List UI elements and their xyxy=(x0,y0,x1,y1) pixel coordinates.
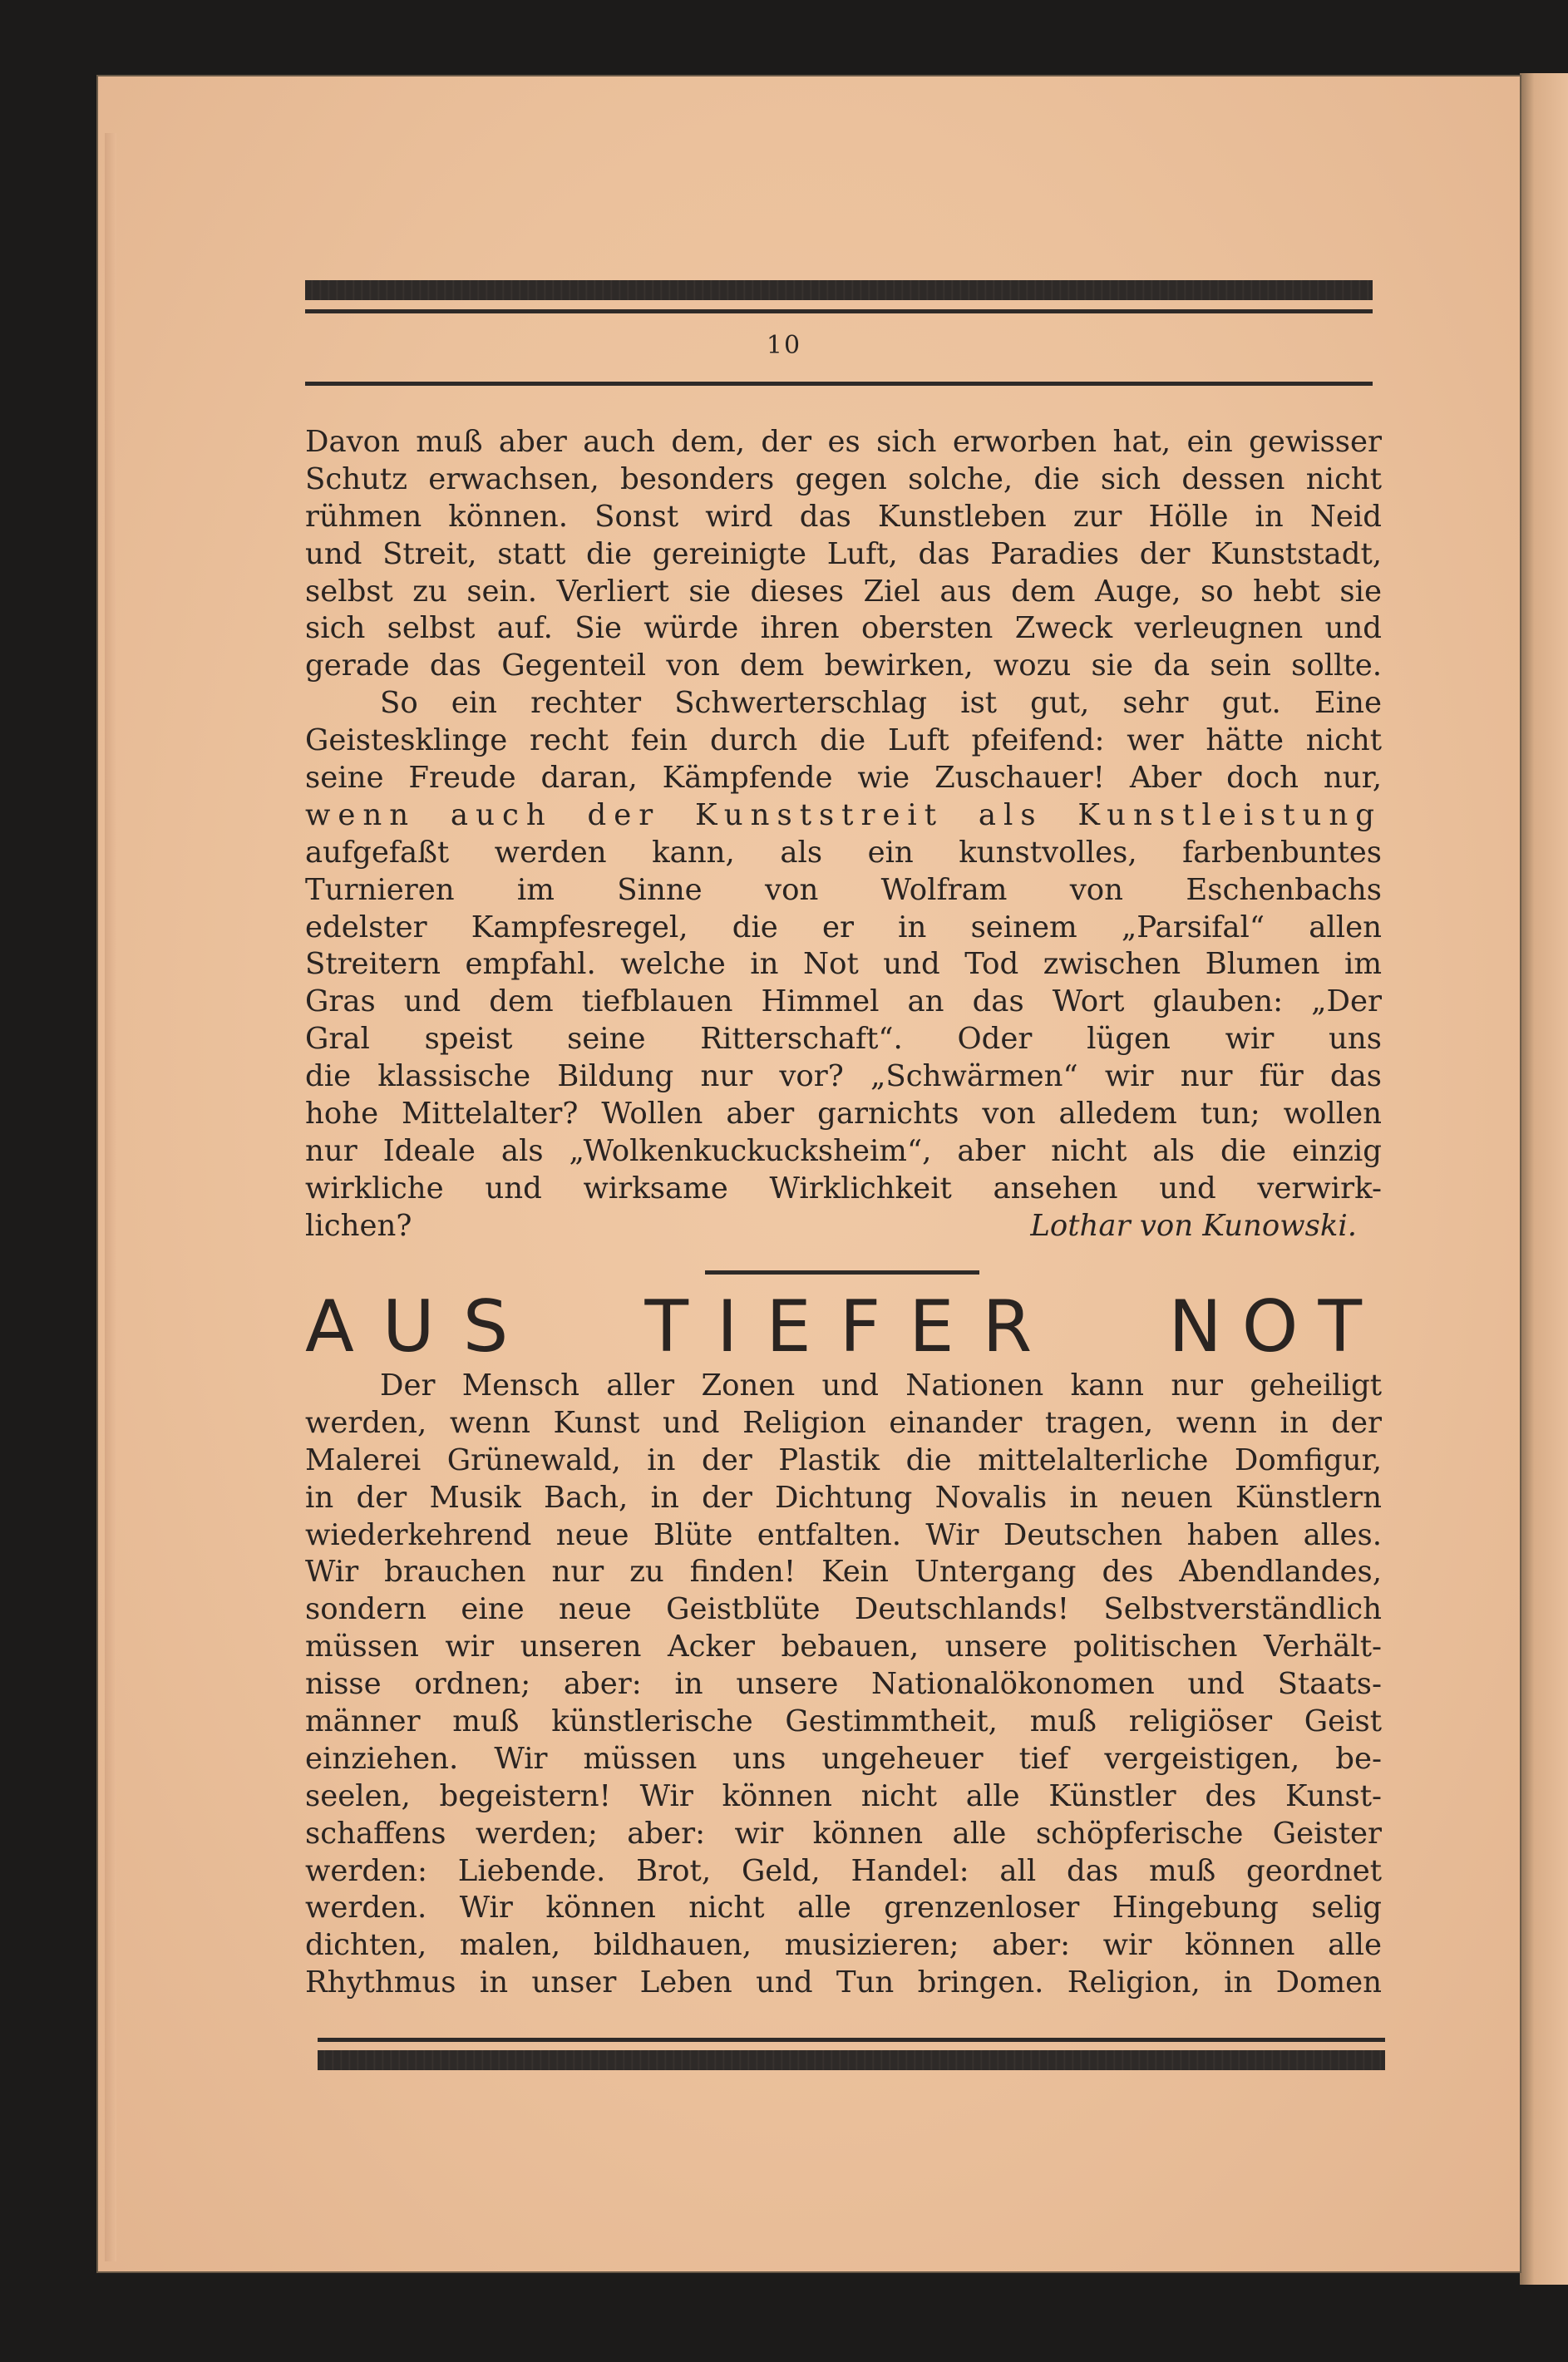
article-2-heading xyxy=(305,1285,1382,1368)
page-number: 10 xyxy=(766,331,802,360)
last-text-line: lichen? xyxy=(305,1208,412,1243)
text-line: nisse ordnen; aber: in unsere Nationalökonomen und Staats- xyxy=(305,1667,1382,1702)
text-line: rühmen können. Sonst wird das Kunstleben zur Hölle in Neid xyxy=(305,499,1382,534)
author-signature: Lothar von Kunowski. xyxy=(1030,1208,1357,1243)
text-line: seelen, begeistern! Wir können nicht alle Künstler des Kunst- xyxy=(305,1778,1382,1813)
text-line: Gras und dem tiefblauen Himmel an das Wort glauben: „Der xyxy=(305,984,1382,1019)
text-line: Wir brauchen nur zu finden! Kein Untergang des Abendlandes, xyxy=(305,1555,1382,1590)
heading-word: AUS xyxy=(305,1285,537,1368)
text-line: aufgefaßt werden kann, als ein kunstvolles, farbenbuntes xyxy=(305,835,1382,870)
article-separator xyxy=(705,1270,979,1275)
text-line: männer muß künstlerische Gestimmtheit, muß religiöser Geist xyxy=(305,1704,1382,1739)
text-line: Gral speist seine Ritterschaft“. Oder lügen wir uns xyxy=(305,1022,1382,1057)
text-line: nur Ideale als „Wolkenkuckucksheim“, aber nicht als die einzig xyxy=(305,1133,1382,1168)
text-line: und Streit, statt die gereinigte Luft, das Paradies der Kunststadt, xyxy=(305,536,1382,571)
text-line: werden: Liebende. Brot, Geld, Handel: all das muß geordnet xyxy=(305,1853,1382,1888)
facing-page-edge xyxy=(1520,73,1568,2285)
heading-word: NOT xyxy=(1168,1285,1382,1368)
text-line: Malerei Grünewald, in der Plastik die mittelalterliche Domfigur, xyxy=(305,1442,1382,1477)
text-line: edelster Kampfesregel, die er in seinem „Parsifal“ allen xyxy=(305,910,1382,944)
text-line-spaced: wenn auch der Kunststreit als Kunstleistung xyxy=(305,797,1382,832)
text-line: Geistesklinge recht fein durch die Luft pfeifend: wer hätte nicht xyxy=(305,723,1382,758)
text-line: Rhythmus in unser Leben und Tun bringen. Religion, in Domen xyxy=(305,1965,1382,2000)
text-line: Streitern empfahl. welche in Not und Tod zwischen Blumen im xyxy=(305,947,1382,982)
footer-rule xyxy=(318,2038,1385,2042)
text-line: sondern eine neue Geistblüte Deutschlands! Selbstverständlich xyxy=(305,1592,1382,1627)
text-line: schaffens werden; aber: wir können alle schöpferische Geister xyxy=(305,1816,1382,1851)
text-line: die klassische Bildung nur vor? „Schwärmen“ wir nur für das xyxy=(305,1059,1382,1094)
heading-word: TIEFER xyxy=(644,1285,1061,1368)
text-line: Davon muß aber auch dem, der es sich erworben hat, ein gewisser xyxy=(305,425,1382,459)
header-ornament-bar xyxy=(305,280,1373,300)
article-1-body xyxy=(305,424,1382,1245)
text-line: sich selbst auf. Sie würde ihren obersten Zweck verleugnen und xyxy=(305,611,1382,646)
text-line: Turnieren im Sinne von Wolfram von Eschenbachs xyxy=(305,872,1382,907)
text-line: Schutz erwachsen, besonders gegen solche, die sich dessen nicht xyxy=(305,461,1382,496)
text-line: dichten, malen, bildhauen, musizieren; aber: wir können alle xyxy=(305,1928,1382,1963)
closing-line xyxy=(305,1208,1382,1245)
text-line: müssen wir unseren Acker bebauen, unsere politischen Verhält- xyxy=(305,1630,1382,1664)
footer-ornament-bar xyxy=(318,2050,1385,2070)
header-rule-top xyxy=(305,309,1373,313)
text-line: gerade das Gegenteil von dem bewirken, wozu sie da sein sollte. xyxy=(305,648,1382,683)
article-2-body xyxy=(305,1368,1382,2002)
header-rule-bottom xyxy=(305,382,1373,386)
page-gutter-shadow xyxy=(105,133,116,2261)
text-line: So ein rechter Schwerterschlag ist gut, sehr gut. Eine xyxy=(380,686,1382,721)
text-line: werden, wenn Kunst und Religion einander tragen, wenn in der xyxy=(305,1405,1382,1440)
text-line: wiederkehrend neue Blüte entfalten. Wir Deutschen haben alles. xyxy=(305,1517,1382,1552)
text-line: seine Freude daran, Kämpfende wie Zuschauer! Aber doch nur, xyxy=(305,761,1382,796)
text-line: selbst zu sein. Verliert sie dieses Ziel aus dem Auge, so hebt sie xyxy=(305,574,1382,609)
text-line: werden. Wir können nicht alle grenzenloser Hingebung selig xyxy=(305,1891,1382,1926)
text-line: Der Mensch aller Zonen und Nationen kann nur geheiligt xyxy=(380,1368,1382,1403)
text-line: einziehen. Wir müssen uns ungeheuer tief vergeistigen, be- xyxy=(305,1741,1382,1776)
text-line: hohe Mittelalter? Wollen aber garnichts von alledem tun; wollen xyxy=(305,1097,1382,1132)
text-line: wirkliche und wirksame Wirklichkeit ansehen und verwirk- xyxy=(305,1171,1382,1206)
text-line: in der Musik Bach, in der Dichtung Novalis in neuen Künstlern xyxy=(305,1480,1382,1515)
